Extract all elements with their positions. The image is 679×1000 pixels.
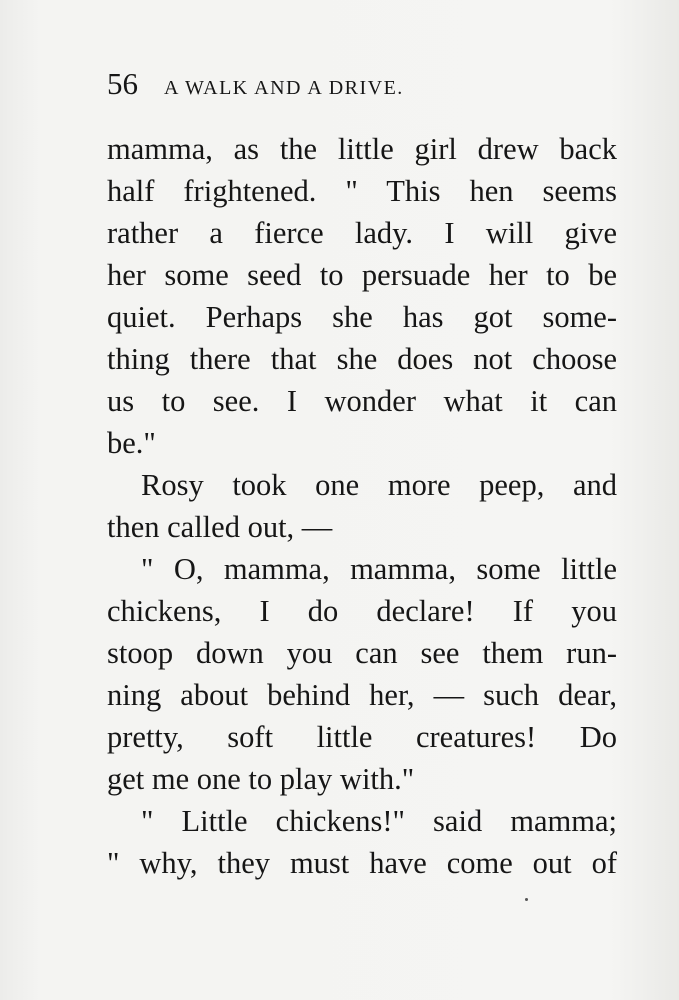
text-line: us to see. I wonder what it can [107, 384, 617, 418]
text-line: quiet. Perhaps she has got some- [107, 300, 617, 334]
text-line: mamma, as the little girl drew back [107, 132, 617, 166]
text-line: chickens, I do declare! If you [107, 594, 617, 628]
text-line: thing there that she does not choose [107, 342, 617, 376]
text-line: be." [107, 426, 156, 460]
text-line: ning about behind her, — such dear, [107, 678, 617, 712]
text-line: then called out, — [107, 510, 333, 544]
text-line: " Little chickens!" said mamma; [141, 804, 617, 838]
text-line: stoop down you can see them run- [107, 636, 617, 670]
text-line: her some seed to persuade her to be [107, 258, 617, 292]
text-line: Rosy took one more peep, and [141, 468, 617, 502]
text-line: rather a fierce lady. I will give [107, 216, 617, 250]
text-line: pretty, soft little creatures! Do [107, 720, 617, 754]
text-line: " why, they must have come out of [107, 846, 617, 880]
paper-speck [525, 898, 528, 901]
body-text [107, 128, 617, 884]
text-line: get me one to play with." [107, 762, 415, 796]
text-line: " O, mamma, mamma, some little [141, 552, 617, 586]
running-head: A WALK AND A DRIVE. [164, 77, 404, 99]
text-line: half frightened. " This hen seems [107, 174, 617, 208]
page-header [107, 64, 627, 104]
page-number: 56 [107, 66, 138, 101]
